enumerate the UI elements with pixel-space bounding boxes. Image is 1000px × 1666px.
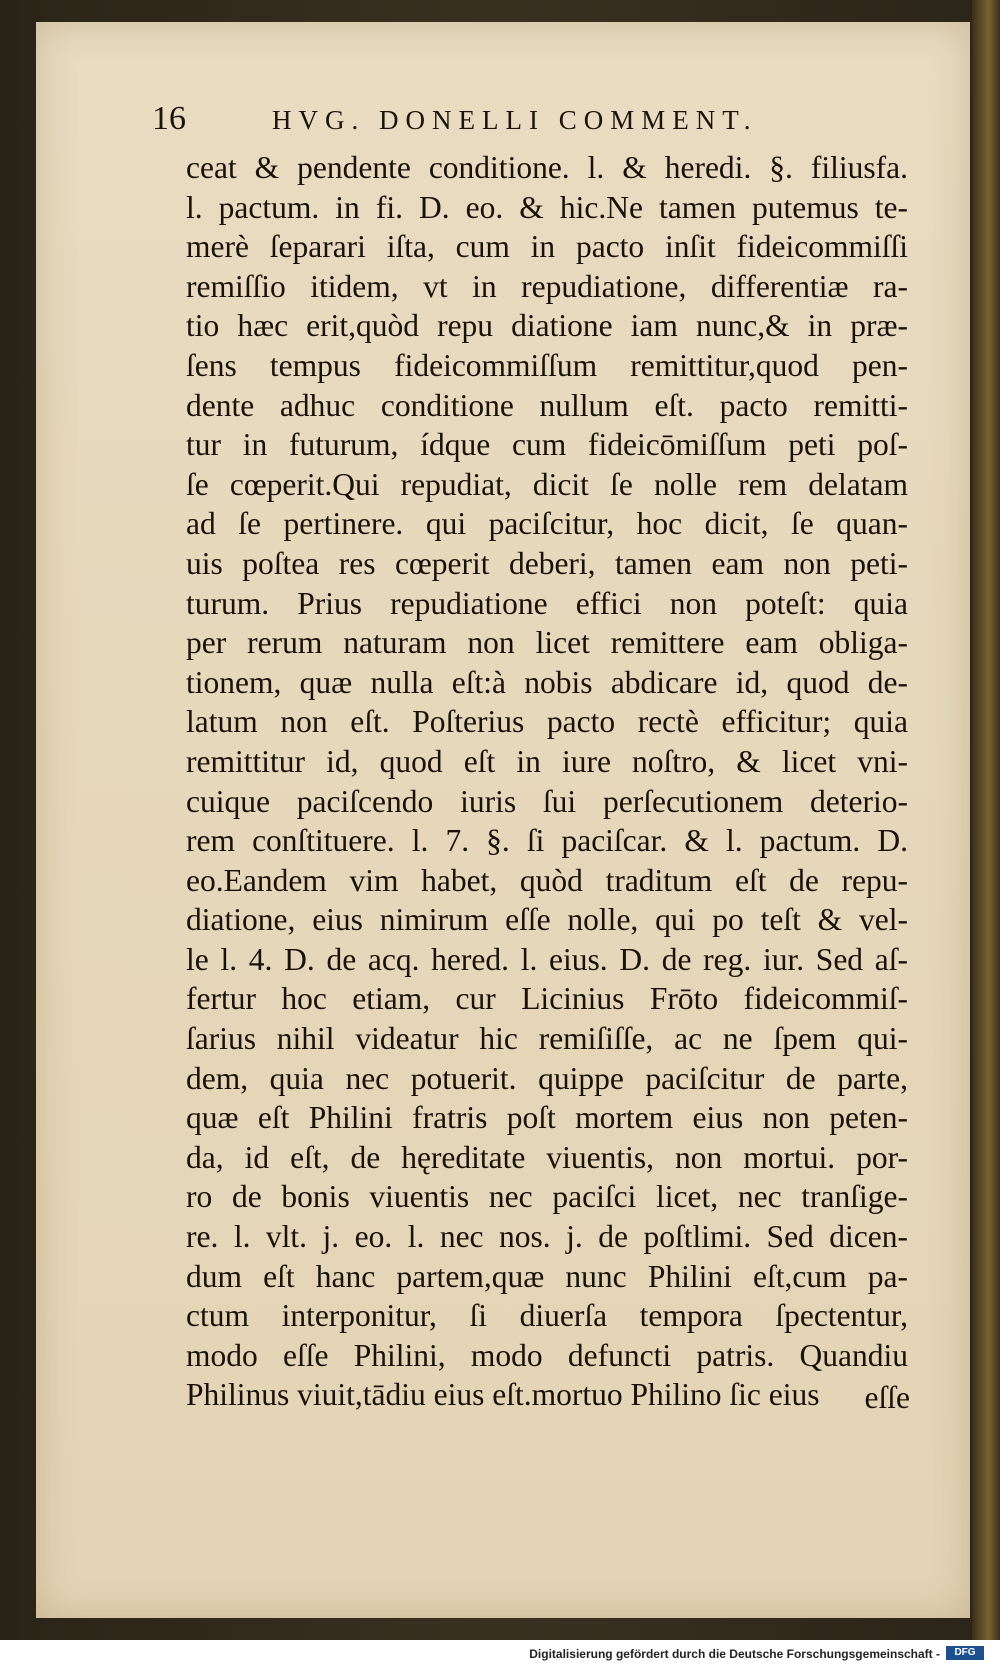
text-line: remittitur id, quod eſt in iure noſtro, & licet vni- xyxy=(186,743,908,779)
text-line: turum. Prius repudiatione effici non poteſt: quia xyxy=(186,585,908,621)
text-line: dum eſt hanc partem,quæ nunc Philini eſt,cum pa- xyxy=(186,1258,908,1294)
body-text xyxy=(186,148,908,1415)
funding-notice: Digitalisierung gefördert durch die Deutsche Forschungsgemeinschaft - xyxy=(529,1647,940,1661)
text-line: fertur hoc etiam, cur Licinius Frōto fideicommiſ- xyxy=(186,981,908,1017)
text-line: tur in futurum, ídque cum fideicōmiſſum peti poſ- xyxy=(186,427,908,463)
text-line: ſe cœperit.Qui repudiat, dicit ſe nolle rem delatam xyxy=(186,466,908,502)
text-line: da, id eſt, de hęreditate viuentis, non mortui. por- xyxy=(186,1139,908,1175)
text-line: Philinus viuit,tādiu eius eſt.mortuo Philino ſic eius xyxy=(186,1377,820,1413)
text-line: latum non eſt. Poſterius pacto rectè efficitur; quia xyxy=(186,704,908,740)
catchword: eſſe xyxy=(864,1380,910,1415)
page-header xyxy=(152,100,932,140)
text-line: re. l. vlt. j. eo. l. nec nos. j. de poſtlimi. Sed dicen- xyxy=(186,1219,908,1255)
text-line: rem conſtituere. l. 7. §. ſi paciſcar. & l. pactum. D. xyxy=(186,823,908,859)
text-line: eo.Eandem vim habet, quòd traditum eſt de repu- xyxy=(186,862,908,898)
text-line: merè ſeparari iſta, cum in pacto inſit fideicommiſſi xyxy=(186,229,908,265)
text-line: quæ eſt Philini fratris poſt mortem eius non peten- xyxy=(186,1100,908,1136)
text-line: ceat & pendente conditione. l. & heredi. §. filiusfa. xyxy=(186,150,908,185)
text-line: ſarius nihil videatur hic remiſiſſe, ac ne ſpem qui- xyxy=(186,1021,908,1057)
text-line: remiſſio itidem, vt in repudiatione, differentiæ ra- xyxy=(186,268,908,304)
page-number: 16 xyxy=(152,100,186,137)
text-line: ad ſe pertinere. qui paciſcitur, hoc dicit, ſe quan- xyxy=(186,506,908,542)
text-line: l. pactum. in fi. D. eo. & hic.Ne tamen putemus te- xyxy=(186,189,908,225)
text-line: ro de bonis viuentis nec paciſci licet, nec tranſige- xyxy=(186,1179,908,1215)
text-line: le l. 4. D. de acq. hered. l. eius. D. de reg. iur. Sed aſ- xyxy=(186,941,908,977)
text-line: diatione, eius nimirum eſſe nolle, qui po teſt & vel- xyxy=(186,902,908,938)
text-line: cuique paciſcendo iuris ſui perſecutionem deterio- xyxy=(186,783,908,819)
book-spine-edge xyxy=(972,0,1000,1640)
text-line: uis poſtea res cœperit deberi, tamen eam non peti- xyxy=(186,545,908,581)
text-line: dem, quia nec potuerit. quippe paciſcitur de parte, xyxy=(186,1060,908,1096)
running-head: HVG. DONELLI COMMENT. xyxy=(272,105,758,135)
text-line: tio hæc erit,quòd repu diatione iam nunc,& in præ- xyxy=(186,308,908,344)
text-line: ſens tempus fideicommiſſum remittitur,quod pen- xyxy=(186,347,908,383)
dfg-logo: DFG xyxy=(946,1646,984,1660)
text-line: modo eſſe Philini, modo defuncti patris. Quandiu xyxy=(186,1337,908,1373)
text-line: dente adhuc conditione nullum eſt. pacto remitti- xyxy=(186,387,908,423)
text-line: ctum interponitur, ſi diuerſa tempora ſpectentur, xyxy=(186,1298,908,1334)
text-line: tionem, quæ nulla eſt:à nobis abdicare id, quod de- xyxy=(186,664,908,700)
text-line: per rerum naturam non licet remittere eam obliga- xyxy=(186,625,908,661)
